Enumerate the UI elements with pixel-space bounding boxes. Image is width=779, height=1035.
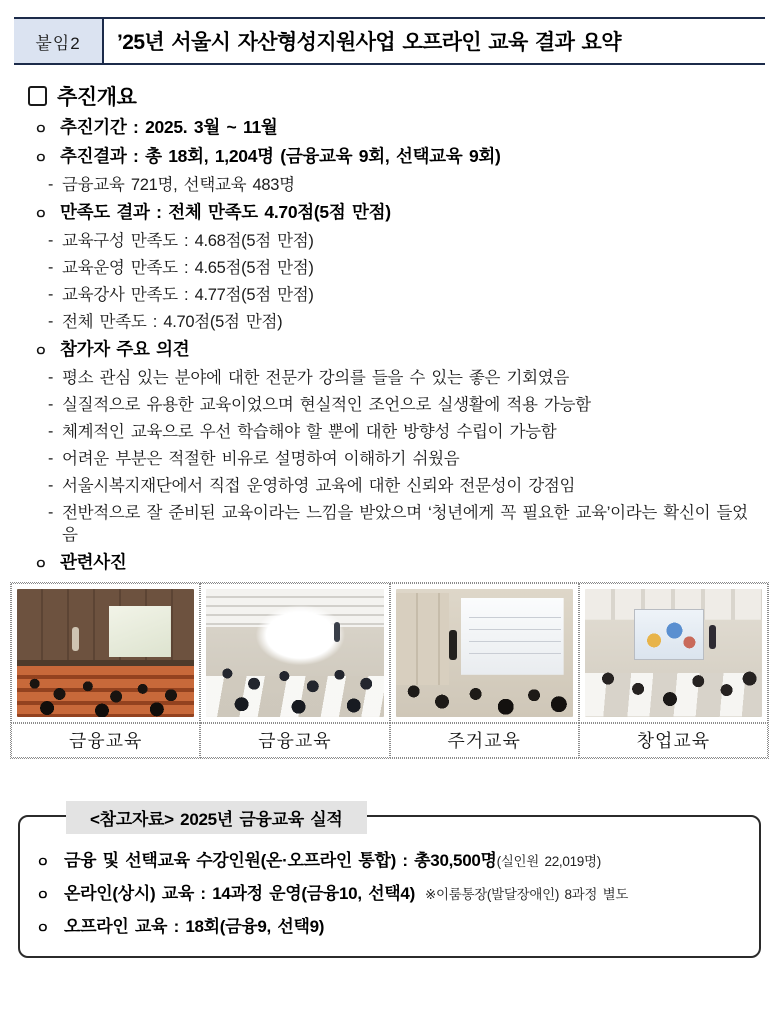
list-item	[34, 257, 759, 279]
section-heading	[28, 81, 779, 111]
circle-bullet: ㅇ	[34, 121, 48, 137]
reference-item-text: 오프라인 교육 : 18회(금융9, 선택9)	[64, 917, 325, 936]
photo-caption: 금융교육	[11, 723, 200, 758]
dash-bullet: -	[48, 232, 54, 249]
reference-item-note: ※이룸통장(발달장애인) 8과정 별도	[424, 887, 629, 902]
reference-list-item	[36, 882, 745, 907]
circle-bullet: ㅇ	[34, 206, 48, 222]
photo-caption: 창업교육	[579, 723, 768, 758]
circle-bullet: ㅇ	[34, 556, 48, 572]
page-title: ’25년 서울시 자산형성지원사업 오프라인 교육 결과 요약	[117, 31, 621, 54]
list-item-text: 추진기간 : 2025. 3월 ~ 11월	[60, 117, 278, 137]
list-item	[34, 174, 759, 196]
list-item	[34, 502, 759, 546]
list-item-text: 전반적으로 잘 준비된 교육이라는 느낌을 받았으며 ‘청년에게 꼭 필요한 교육’이라는 확신이 들었음	[62, 504, 748, 544]
list-item-text: 금융교육 721명, 선택교육 483명	[62, 176, 295, 194]
dash-bullet: -	[48, 369, 54, 386]
bright-classroom-lecture-photo	[206, 589, 383, 717]
list-item	[34, 116, 759, 140]
list-item-text: 교육운영 만족도 : 4.65점(5점 만점)	[62, 259, 314, 277]
list-item-text: 서울시복지재단에서 직접 운영하영 교육에 대한 신뢰와 전문성이 강점임	[62, 477, 576, 495]
circle-bullet: ㅇ	[34, 343, 48, 359]
photo-caption: 주거교육	[390, 723, 579, 758]
list-item	[34, 367, 759, 389]
circle-bullet: ㅇ	[36, 887, 50, 903]
dash-bullet: -	[48, 259, 54, 276]
reference-item-text: 온라인(상시) 교육 : 14과정 운영(금융10, 선택4) ※이룸통장(발달장애인) 8과정 별도	[64, 884, 629, 903]
list-item	[34, 475, 759, 497]
list-item	[34, 201, 759, 225]
reference-box-label: <참고자료> 2025년 금융교육 실적	[66, 801, 367, 834]
speaker-figure	[449, 630, 457, 660]
overview-list	[34, 116, 759, 575]
list-item-text: 평소 관심 있는 분야에 대한 전문가 강의를 들을 수 있는 좋은 기회였음	[62, 369, 570, 387]
list-item	[34, 448, 759, 470]
list-item-text: 체계적인 교육으로 우선 학습해야 할 뿐에 대한 방향성 수립이 가능함	[62, 423, 557, 441]
projection-screen	[634, 609, 703, 660]
big-screen-lecture-photo	[396, 589, 573, 717]
list-item	[34, 338, 759, 362]
dash-bullet: -	[48, 450, 54, 467]
list-item	[34, 145, 759, 169]
list-item-text: 교육강사 만족도 : 4.77점(5점 만점)	[62, 286, 314, 304]
photo-cell	[390, 583, 579, 723]
list-item-text: 추진결과 : 총 18회, 1,204명 (금융교육 9회, 선택교육 9회)	[60, 146, 501, 166]
document-header	[14, 17, 765, 65]
list-item-text: 실질적으로 유용한 교육이었으며 현실적인 조언으로 실생활에 적용 가능함	[62, 396, 591, 414]
photo-cell	[11, 583, 200, 723]
list-item-text: 전체 만족도 : 4.70점(5점 만점)	[62, 313, 283, 331]
circle-bullet: ㅇ	[36, 854, 50, 870]
reference-list-item	[36, 849, 745, 874]
dash-bullet: -	[48, 504, 54, 521]
list-item-text: 참가자 주요 의견	[60, 339, 190, 359]
speaker-figure	[709, 625, 716, 649]
reference-item-note: (실인원 22,019명)	[496, 854, 601, 869]
circle-bullet: ㅇ	[34, 150, 48, 166]
speaker-figure	[72, 627, 79, 651]
photo-caption: 금융교육	[200, 723, 389, 758]
document-page	[0, 17, 779, 958]
square-bullet-icon	[28, 86, 47, 106]
list-item	[34, 394, 759, 416]
reference-item-text: 금융 및 선택교육 수강인원(온·오프라인 통합) : 총30,500명(실인원 22,019명)	[64, 851, 601, 870]
list-item	[34, 230, 759, 252]
list-item-text: 만족도 결과 : 전체 만족도 4.70점(5점 만점)	[60, 202, 391, 222]
list-item	[34, 311, 759, 333]
photo-grid	[10, 582, 769, 759]
list-item	[34, 551, 759, 575]
attachment-badge: 붙임2	[14, 19, 104, 63]
list-item	[34, 421, 759, 443]
list-item-text: 관련사진	[60, 552, 127, 572]
reference-box	[18, 810, 761, 958]
list-item	[34, 284, 759, 306]
dash-bullet: -	[48, 176, 54, 193]
section-heading-label: 추진개요	[57, 86, 137, 109]
dash-bullet: -	[48, 286, 54, 303]
dash-bullet: -	[48, 396, 54, 413]
speaker-figure	[334, 622, 340, 642]
circle-bullet: ㅇ	[36, 920, 50, 936]
dash-bullet: -	[48, 313, 54, 330]
photo-cell	[200, 583, 389, 723]
dash-bullet: -	[48, 423, 54, 440]
dash-bullet: -	[48, 477, 54, 494]
list-item-text: 교육구성 만족도 : 4.68점(5점 만점)	[62, 232, 314, 250]
list-item-text: 어려운 부분은 적절한 비유로 설명하여 이해하기 쉬웠음	[62, 450, 460, 468]
reference-list-item	[36, 915, 745, 940]
photo-cell	[579, 583, 768, 723]
auditorium-lecture-photo	[17, 589, 194, 717]
workshop-room-lecture-photo	[585, 589, 762, 717]
